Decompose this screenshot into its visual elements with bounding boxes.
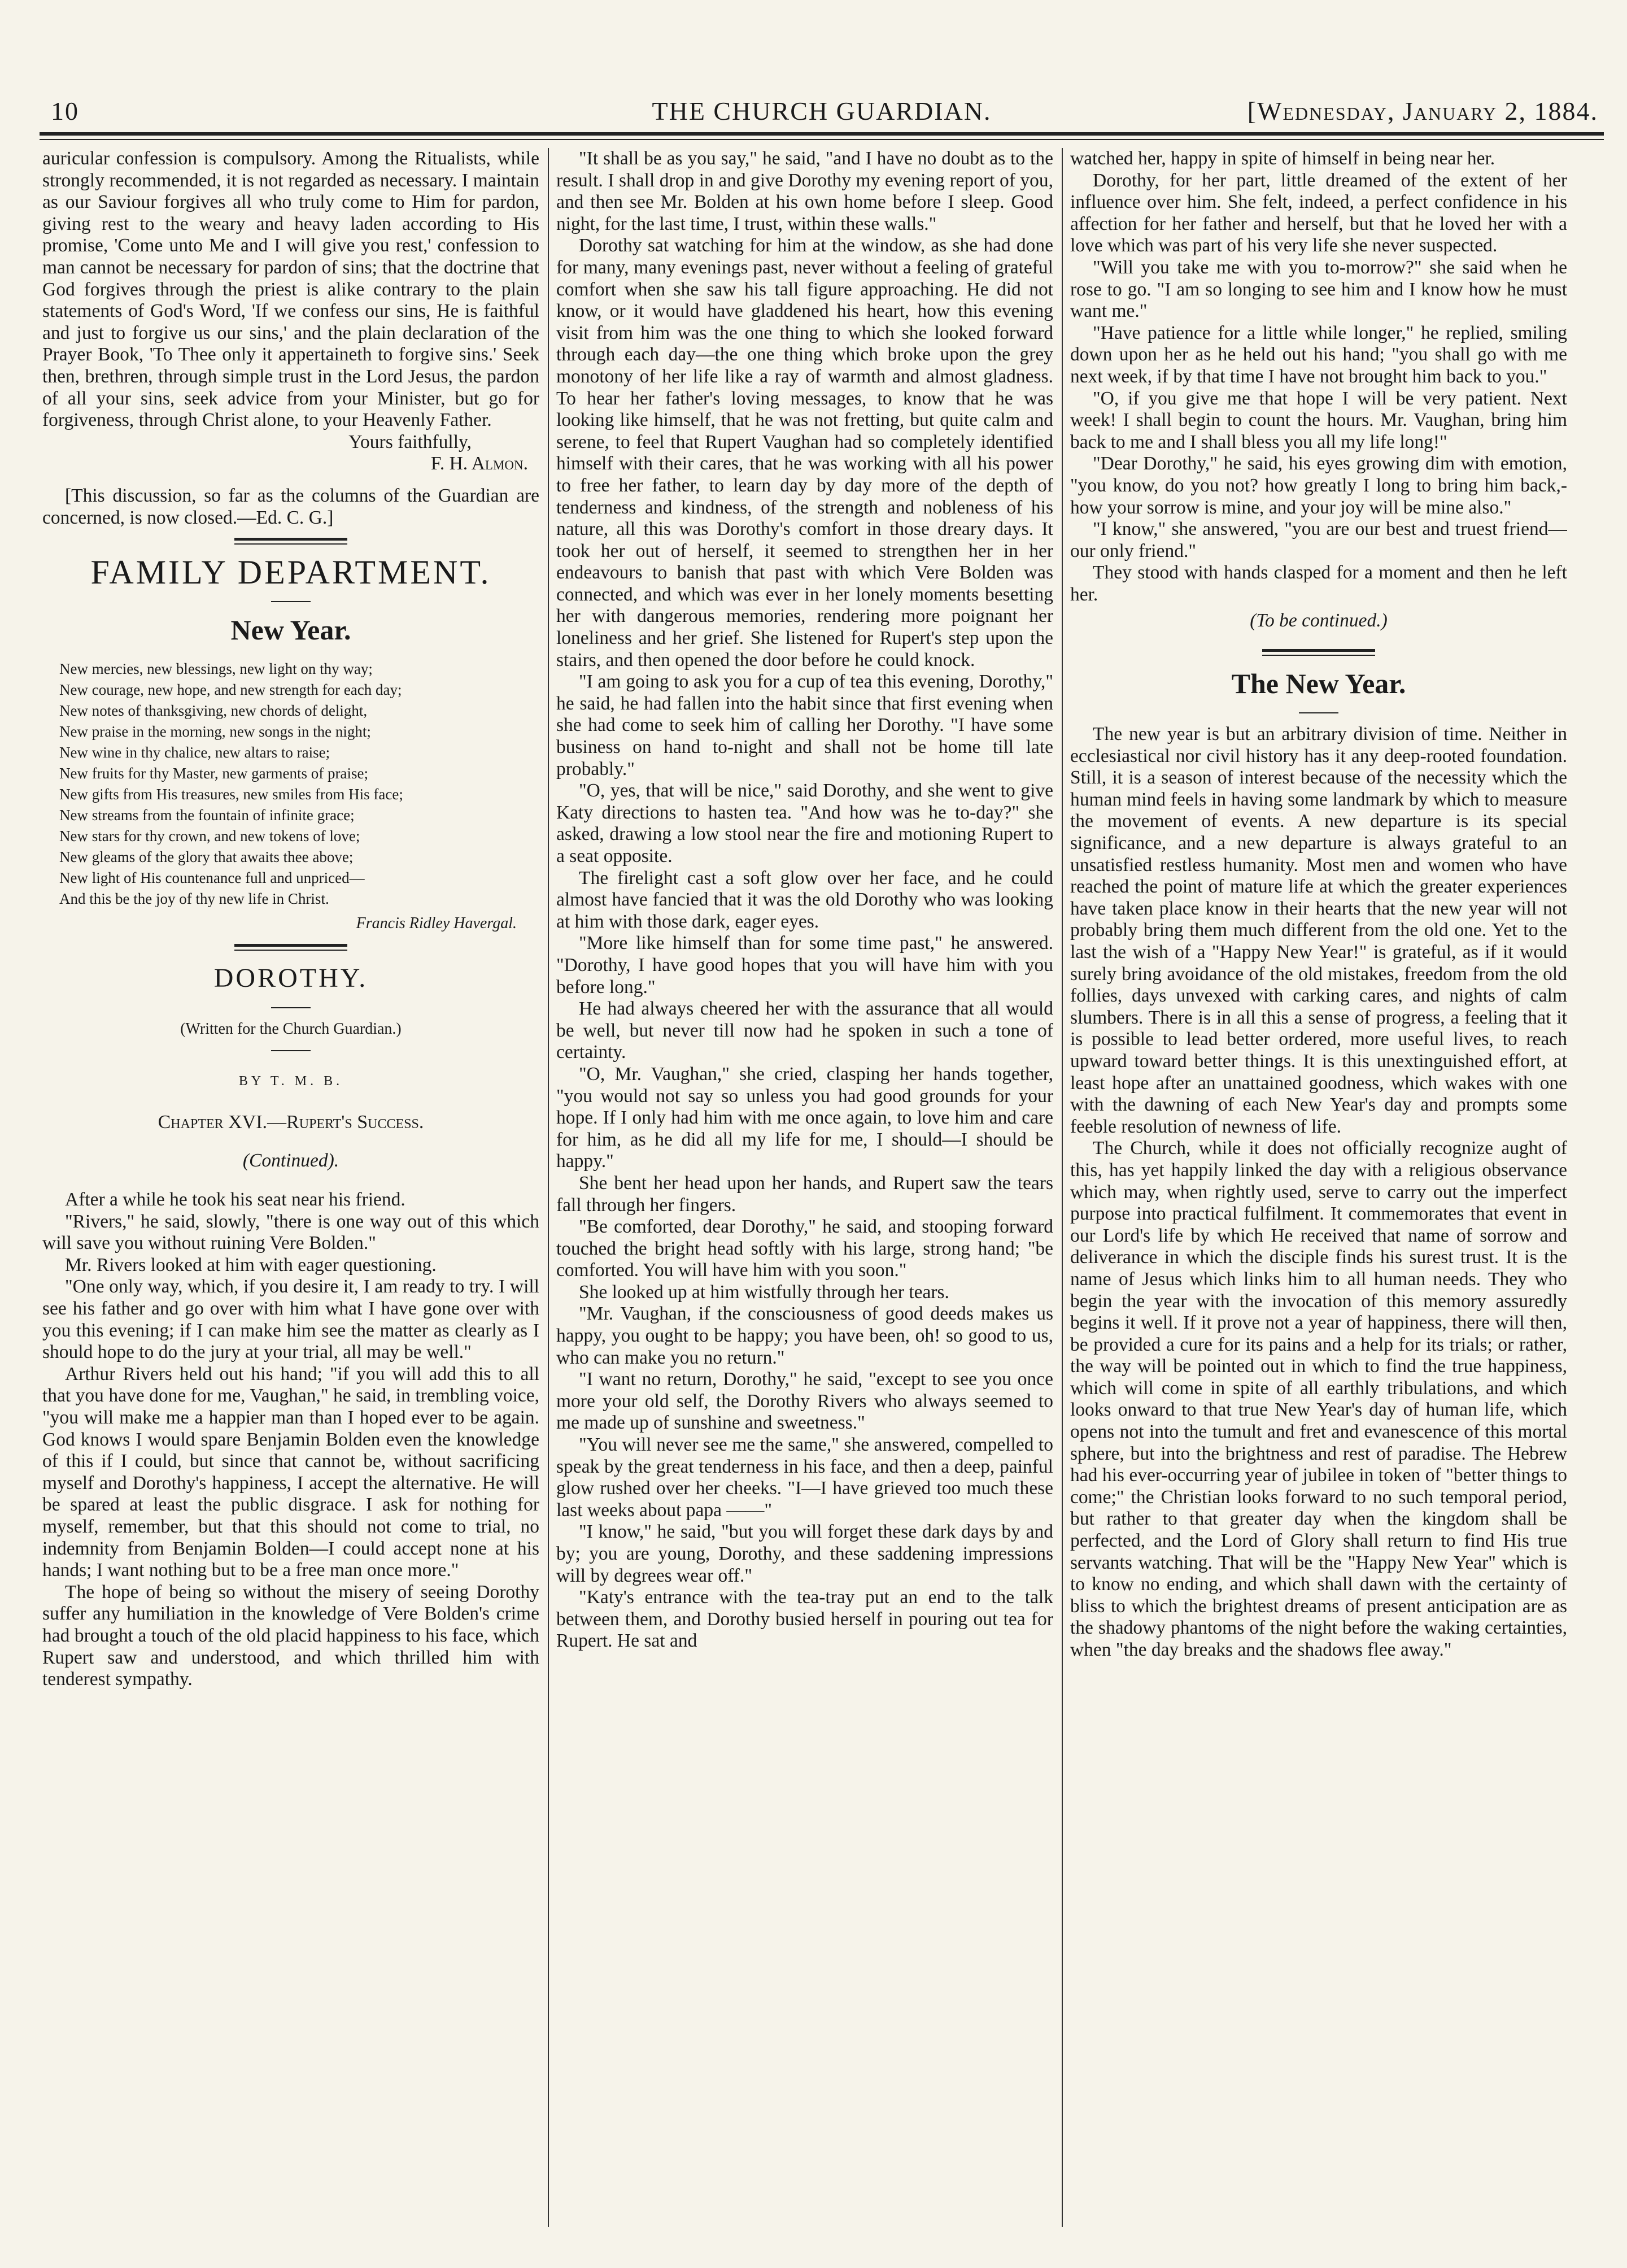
story-paragraph: watched her, happy in spite of himself in being near her. [1070, 148, 1495, 169]
poem-line: New fruits for thy Master, new garments of praise; [59, 765, 369, 782]
section-rule [234, 538, 347, 545]
story-paragraph: She looked up at him wistfully through her tears. [579, 1281, 949, 1303]
to-be-continued: (To be continued.) [1250, 610, 1388, 632]
poem-line: New praise in the morning, new songs in the night; [59, 723, 371, 741]
story-paragraph: Dorothy, for her part, little dreamed of the extent of her influence over him. She felt, indeed, a perfect confidence in his affection for her father and herself, but that he loved her with a love which was part of his very life she never suspected. [1070, 169, 1567, 256]
column-divider [1062, 148, 1063, 2227]
story-paragraph: Mr. Rivers looked at him with eager questioning. [65, 1254, 437, 1276]
story-paragraph: The hope of being so without the misery of seeing Dorothy suffer any humiliation in the knowledge of Vere Bolden's crime had brought a touch of the old placid happiness to his face, which Rupert saw and understood, and which thrilled him with tenderest sympathy. [42, 1581, 539, 1690]
short-rule [271, 1007, 311, 1008]
story-paragraph: Dorothy sat watching for him at the window, as she had done for many, many evenings past, never without a feeling of grateful comfort when she saw his tall figure approaching. He did not know, or it would have gladdened his heart, how this evening visit from him was the one thing to which she looked forward through each day—the one thing which broke upon the grey monotony of her life like a ray of warmth and almost gladness. To hear her father's loving messages, to know that he was looking like himself, that he was not fretting, but quite calm and serene, to feel that Rupert Vaughan had so completely identified himself with their cares, that he was working with all his power to free her father, to learn day by day more of the depth of tenderness and kindness, of the strength and nobleness of his nature, all this was Dorothy's comfort in those dreary days. It took her out of herself, it seemed to strengthen her in her endeavours to banish that past with which Vere Bolden was connected, and which was ever in her lonely moments besetting her with dangerous memories, rendering more poignant her loneliness and her grief. She listened for Rupert's step upon the stairs, and then opened the door before he could knock. [556, 235, 1053, 671]
story-paragraph: Arthur Rivers held out his hand; "if you will add this to all that you have done for me, Vaughan," he said, in trembling voice, "you will make me a happier man than I hoped ever to be again. God knows I would spare Benjamin Bolden even the knowledge of this if I could, but since that cannot be, without sacrificing myself and Dorothy's happiness, I accept the alternative. He will be spared at least the public disgrace. I ask for nothing for myself, remember, but that this should not come to trial, no indemnity from Benjamin Bolden—I could accept none at his hands; I want nothing but to be a free man once more." [42, 1363, 539, 1581]
column-divider [548, 148, 549, 2227]
issue-date: [Wednesday, January 2, 1884. [1247, 97, 1598, 125]
column-1 [42, 148, 539, 2227]
section-rule [234, 944, 347, 951]
editor-note: [This discussion, so far as the columns of the Guardian are concerned, is now closed.—Ed. C. G.] [42, 485, 539, 528]
story-paragraph: "I know," he said, "but you will forget these dark days by and by; you are young, Dorothy, and these saddening impressions will by degrees wear off." [556, 1521, 1053, 1586]
story-paragraph: They stood with hands clasped for a moment and then he left her. [1070, 562, 1567, 605]
column-3 [1070, 148, 1567, 2227]
chapter-heading: Chapter XVI.—Rupert's Success. [158, 1111, 424, 1133]
story-paragraph: "O, yes, that will be nice," said Dorothy, and she went to give Katy directions to hasten tea. "And how was he to-day?" she asked, drawing a low stool near the fire and motioning Rupert to a seat opposite. [556, 780, 1053, 867]
story-paragraph: "Rivers," he said, slowly, "there is one way out of this which will save you without ruining Vere Bolden." [42, 1211, 539, 1254]
newspaper-title: THE CHURCH GUARDIAN. [652, 97, 992, 125]
story-paragraph: "Mr. Vaughan, if the consciousness of good deeds makes us happy, you ought to be happy; you have been, oh! so good to us, who can make you no return." [556, 1303, 1053, 1368]
poem-line: New stars for thy crown, and new tokens of love; [59, 828, 360, 845]
poem-line: New notes of thanksgiving, new chords of delight, [59, 702, 368, 720]
masthead [40, 90, 1604, 130]
department-heading: FAMILY DEPARTMENT. [90, 554, 491, 591]
story-paragraph: She bent her head upon her hands, and Rupert saw the tears fall through her fingers. [556, 1172, 1053, 1216]
poem-line: New mercies, new blessings, new light on thy way; [59, 660, 373, 678]
story-paragraph: "Katy's entrance with the tea-tray put an end to the talk between them, and Dorothy busied herself in pouring out tea for Rupert. He sat and [556, 1587, 1053, 1652]
story-byline: BY T. M. B. [238, 1074, 343, 1089]
story-paragraph: "I want no return, Dorothy," he said, "except to see you once more your old self, the Dorothy Rivers who always seemed to me made up of sunshine and sweetness." [556, 1369, 1053, 1434]
short-rule [271, 601, 311, 602]
story-paragraph: "Will you take me with you to-morrow?" she said when he rose to go. "I am so longing to see him and I know how he must want me." [1070, 256, 1567, 322]
short-rule [271, 1050, 311, 1051]
story-title: DOROTHY. [213, 963, 368, 993]
story-paragraph: The firelight cast a soft glow over her face, and he could almost have fancied that it was the old Dorothy who was looking at him with those dark, eager eyes. [556, 867, 1053, 932]
story-paragraph: After a while he took his seat near his friend. [65, 1189, 405, 1211]
article-paragraph: The Church, while it does not officially recognize aught of this, has yet happily linked the day with a religious observance which may, when rightly used, serve to carry out the imperfect purpose into practical fulfilment. It commemorates that event in our Lord's life by which He received that name of sorrow and deliverance in which the disciple finds his surest trust. It is the name of Jesus which links him to all human needs. They who begin the year with the invocation of this memory assuredly begins it well. If it prove not a year of happiness, there will then, be provided a cure for its pains and a help for its trials; or rather, the way will be pointed out in which to find the true happiness, which will come in spite of all earthly tribulations, and which looks onward to that true New Year's day of human life, which opens not into the tumult and fret and evanescence of this mortal sphere, but into the brightness and rest of paradise. The Hebrew had his ever-occurring year of jubilee in token of "better things to come;" the Christian looks forward to no such temporal period, but rather to that greater day when the kingdom shall be perfected, and the Lord of Glory shall return to find His true servants watching. That will be the "Happy New Year" which is to know no ending, and which shall dawn with the certainty of bliss to which the brightest dreams of present anticipation are as the shadowy phantoms of the night before the waking certainties, when "the day breaks and the shadows flee away." [1070, 1138, 1567, 1660]
story-paragraph: "More like himself than for some time past," he answered. "Dorothy, I have good hopes that you will have him with you before long." [556, 933, 1053, 998]
story-paragraph: "O, Mr. Vaughan," she cried, clasping her hands together, "you would not say so unless you had good grounds for your hope. If I only had him with me once again, to love him and care for him, as he did all my life for me, I should—I should be happy." [556, 1063, 1053, 1172]
short-rule [1299, 712, 1338, 713]
letter-sign-off: Yours faithfully, [348, 431, 472, 452]
column-2 [556, 148, 1053, 2227]
story-note: (Written for the Church Guardian.) [180, 1020, 402, 1038]
section-rule [1262, 649, 1375, 656]
header-rule-thin [40, 139, 1604, 140]
poem-attribution: Francis Ridley Havergal. [356, 915, 517, 933]
continued-note: (Continued). [242, 1150, 339, 1172]
story-paragraph: "I am going to ask you for a cup of tea this evening, Dorothy," he said, he had fallen into the habit since that first evening when she had come to seek him of calling her Dorothy. "I have some business on hand to-night and shall not be home till late probably." [556, 671, 1053, 780]
poem-line: New gifts from His treasures, new smiles from His face; [59, 786, 403, 803]
story-paragraph: "One only way, which, if you desire it, I am ready to try. I will see his father and go over with him what I have gone over with you this evening; if I can make him see the matter as clearly as I should hope to do the jury at your trial, all may be well." [42, 1276, 539, 1363]
article-paragraph: The new year is but an arbitrary division of time. Neither in ecclesiastical nor civil history has it any deep-rooted foundation. Still, it is a season of interest because of the necessity which the human mind feels in having some landmark by which to measure the movement of events. A new departure is its special significance, and a new departure is always grateful to an unsatisfied restless humanity. Most men and women who have reached the point of mature life at which the greater experiences have taken place know in their hearts that the new year will not probably bring them much different from the old one. Yet to the last the wish of a "Happy New Year!" is grateful, as if it would surely bring avoidance of the old mistakes, freedom from the old follies, days unvexed with carking cares, and nights of calm slumbers. There is in all this a sense of progress, a feeling that it is possible to lead better ordered, more useful lives, to reach upward toward better things. It is this unextinguished effort, at least hope after an unattained goodness, which wakes with one with the dawning of each New Year's day and prompts some feeble resolution of newness of life. [1070, 724, 1567, 1137]
poem-line: New streams from the fountain of infinite grace; [59, 807, 355, 824]
poem-line: New courage, new hope, and new strength for each day; [59, 681, 402, 699]
poem [42, 659, 539, 909]
story-paragraph: "Dear Dorothy," he said, his eyes growing dim with emotion, "you know, do you not? how greatly I long to bring him back,- how your sorrow is mine, and your joy will be mine also." [1070, 453, 1567, 518]
poem-line: New wine in thy chalice, new altars to raise; [59, 744, 330, 761]
story-paragraph: "You will never see me the same," she answered, compelled to speak by the great tenderness in his face, and then a deep, painful glow rushed over her cheeks. "I—I have grieved too much these last weeks about papa ——" [556, 1434, 1053, 1521]
letter-paragraph: auricular confession is compulsory. Among the Ritualists, while strongly recommended, it is not regarded as necessary. I maintain as our Saviour forgives all who truly come to Him for pardon, giving rest to the weary and heavy laden according to His promise, 'Come unto Me and I will give you rest,' confession to man cannot be necessary for pardon of sins; that the doctrine that God forgives through the priest is alike contrary to the plain statements of God's Word, 'If we confess our sins, He is faithful and just to forgive us our sins,' and the plain declaration of the Prayer Book, 'To Thee only it appertaineth to forgive sins.' Seek then, brethren, through simple trust in the Lord Jesus, the pardon of all your sins, seek advice from your Minister, but go for forgiveness, through Christ alone, to your Heavenly Father. [42, 148, 539, 431]
story-paragraph: "It shall be as you say," he said, "and I have no doubt as to the result. I shall drop in and give Dorothy my evening report of you, and then see Mr. Bolden at his own home before I sleep. Good night, for the last time, I trust, within these walls." [556, 148, 1053, 234]
poem-line: New gleams of the glory that awaits thee above; [59, 848, 354, 866]
header-rule [40, 132, 1604, 136]
story-paragraph: "I know," she answered, "you are our best and truest friend—our only friend." [1070, 519, 1567, 561]
poem-title: New Year. [230, 614, 351, 646]
poem-line: And this be the joy of thy new life in Christ. [59, 890, 329, 908]
poem-line: New light of His countenance full and unpriced— [59, 869, 365, 887]
story-paragraph: "Have patience for a little while longer," he replied, smiling down upon her as he held out his hand; "you shall go with me next week, if by that time I have not brought him back to you." [1070, 322, 1567, 387]
story-paragraph: "O, if you give me that hope I will be very patient. Next week! I shall begin to count the hours. Mr. Vaughan, bring him back to me and I shall bless you all my life long!" [1070, 388, 1567, 452]
letter-signature: F. H. Almon. [430, 453, 528, 475]
story-paragraph: He had always cheered her with the assurance that all would be well, but never till now had he spoken in such a tone of certainty. [556, 998, 1053, 1063]
article-title: The New Year. [1231, 668, 1406, 700]
story-paragraph: "Be comforted, dear Dorothy," he said, and stooping forward touched the bright head softly with his large, strong hand; "be comforted. You will have him with you soon." [556, 1216, 1053, 1281]
page-number: 10 [51, 97, 79, 125]
